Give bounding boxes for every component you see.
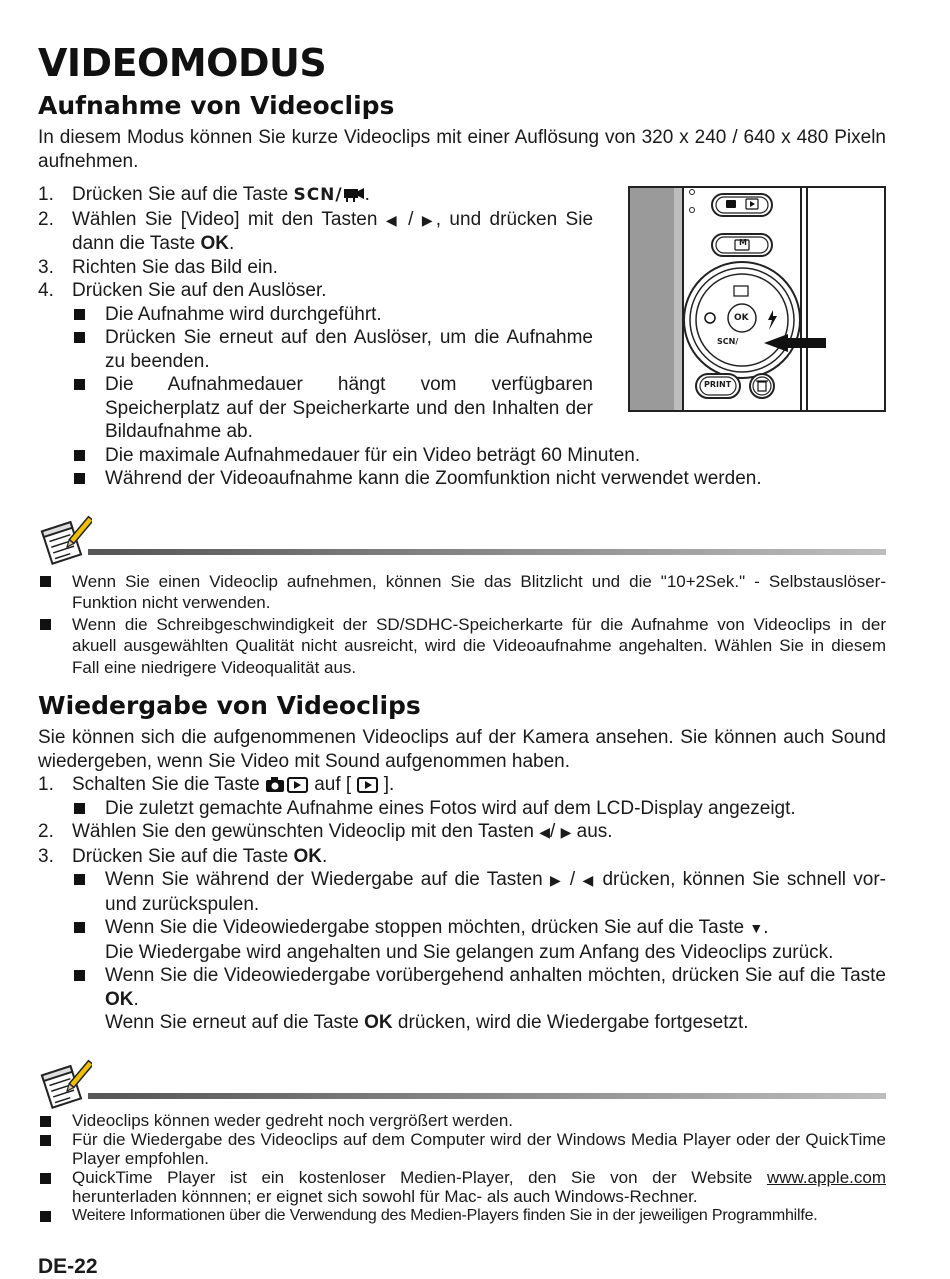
list-item: Wenn Sie die Videowiedergabe vorübergehend anhalten möchten, drücken Sie auf die Taste OK. Wenn Sie erneut auf die Taste OK drücken, wird die Wiedergabe fortgesetzt. xyxy=(72,964,886,1035)
list-item: Die maximale Aufnahmedauer für ein Video beträgt 60 Minuten. xyxy=(72,444,886,468)
list-item: Wenn die Schreibgeschwindigkeit der SD/SDHC-Speicherkarte für die Aufnahme von Videoclips in der akuell ausgewählten Qualität nicht ausreicht, wird die Videoaufnahme angehalten. Wählen Sie in diesem Fall eine niedrigere Videoqualität aus. xyxy=(38,614,886,679)
bullet-square xyxy=(74,332,85,343)
list-item: Die Aufnahmedauer hängt vom verfügbaren Speicherplatz auf der Speicherkarte und den Inhalten der Bildaufnahme ab. xyxy=(72,373,593,444)
camera-print-label: PRINT xyxy=(704,380,732,389)
left-arrow-icon: ◀ xyxy=(582,872,596,888)
right-arrow-icon: ▶ xyxy=(560,824,572,840)
list-item: Drücken Sie erneut auf den Auslöser, um die Aufnahme zu beenden. xyxy=(72,326,593,373)
playback-step-3: 3. Drücken Sie auf die Taste OK. xyxy=(38,845,328,867)
bullet-square xyxy=(74,473,85,484)
manual-page xyxy=(38,40,886,1225)
playback-steps xyxy=(38,773,886,1035)
playback-step-2: 2. Wählen Sie den gewünschten Videoclip mit den Tasten ◀/ ▶ aus. xyxy=(38,821,613,842)
notepad-pencil-icon xyxy=(40,1057,92,1109)
list-item: Die zuletzt gemachte Aufnahme eines Fotos wird auf dem LCD-Display angezeigt. xyxy=(72,797,886,821)
list-item: Weitere Informationen über die Verwendung des Medien-Players finden Sie in der jeweiligen Programmhilfe. xyxy=(38,1206,886,1225)
bullet-square xyxy=(74,970,85,981)
list-item: Wenn Sie während der Wiedergabe auf die Tasten ▶ / ◀ drücken, können Sie schnell vor- und zurückspulen. xyxy=(72,868,886,916)
bullet-square xyxy=(74,379,85,390)
bullet-square xyxy=(74,309,85,320)
recording-step-4: 4. Drücken Sie auf den Auslöser. xyxy=(38,280,327,301)
video-camera-icon xyxy=(343,187,365,203)
bullet-square xyxy=(40,576,51,587)
list-item: Für die Wiedergabe des Videoclips auf dem Computer wird der Windows Media Player oder der QuickTime Player empfohlen. xyxy=(38,1130,886,1168)
left-arrow-icon: ◀ xyxy=(539,824,550,840)
right-arrow-icon: ▶ xyxy=(549,872,563,888)
notepad-pencil-icon xyxy=(40,513,92,565)
camera-play-switch-icon xyxy=(265,776,309,794)
list-item: Videoclips können weder gedreht noch vergrößert werden. xyxy=(38,1111,886,1130)
camera-m-label: M xyxy=(739,238,747,247)
camera-scn-label: SCN/ xyxy=(717,337,739,346)
apple-website-link[interactable]: www.apple.com xyxy=(766,1167,886,1187)
bullet-square xyxy=(40,1173,51,1184)
recording-step-2: 2. Wählen Sie [Video] mit den Tasten ◀ / ▶, und drücken Sie dann die Taste OK. xyxy=(38,208,594,254)
note-header xyxy=(38,513,886,565)
bullet-square xyxy=(74,874,85,885)
section-heading-playback: Wiedergabe von Videoclips xyxy=(38,691,421,720)
recording-step-3: 3. Richten Sie das Bild ein. xyxy=(38,256,278,278)
bullet-square xyxy=(40,1116,51,1127)
list-item: Wenn Sie einen Videoclip aufnehmen, können Sie das Blitzlicht und die "10+2Sek." - Selbstauslöser-Funktion nicht verwenden. xyxy=(38,571,886,614)
recording-intro: In diesem Modus können Sie kurze Videoclips mit einer Auflösung von 320 x 240 / 640 x 480 Pixeln aufnehmen. xyxy=(38,127,886,172)
left-arrow-icon: ◀ xyxy=(385,211,400,228)
bullet-square xyxy=(40,1211,51,1222)
play-mode-icon xyxy=(357,776,379,794)
down-arrow-icon: ▼ xyxy=(749,920,764,936)
playback-intro: Sie können sich die aufgenommenen Videoclips auf der Kamera ansehen. Sie können auch Sound wiedergeben, wenn Sie Video mit Sound aufgenommen haben. xyxy=(38,727,886,772)
note-divider xyxy=(88,1093,886,1099)
scn-key-label: SCN/ xyxy=(293,185,343,205)
note-header xyxy=(38,1057,886,1109)
right-arrow-icon: ▶ xyxy=(421,211,436,228)
playback-step-1: 1. Schalten Sie die Taste auf [ ]. xyxy=(38,774,395,795)
bullet-square xyxy=(40,1135,51,1146)
recording-step-1: 1. Drücken Sie auf die Taste SCN/ . xyxy=(38,184,370,205)
note-list-1 xyxy=(38,571,886,679)
bullet-square xyxy=(40,619,51,630)
camera-ok-label: OK xyxy=(734,313,749,323)
camera-buttons-diagram xyxy=(630,188,884,410)
camera-back-illustration xyxy=(628,186,886,412)
note-divider xyxy=(88,549,886,555)
list-item: Während der Videoaufnahme kann die Zoomfunktion nicht verwendet werden. xyxy=(72,467,886,491)
bullet-square xyxy=(74,450,85,461)
list-item: Wenn Sie die Videowiedergabe stoppen möchten, drücken Sie auf die Taste ▼. Die Wiedergabe wird angehalten und Sie gelangen zum Anfang des Videoclips zurück. xyxy=(72,916,886,964)
page-title: VIDEOMODUS xyxy=(38,41,327,85)
note-list-2 xyxy=(38,1111,886,1225)
list-item: QuickTime Player ist ein kostenloser Medien-Player, den Sie von der Website www.apple.com herunterladen könnnen; er eignet sich sowohl für Mac- als auch Windows-Rechner. xyxy=(38,1168,886,1206)
section-heading-recording: Aufnahme von Videoclips xyxy=(38,91,395,120)
list-item: Die Aufnahme wird durchgeführt. xyxy=(72,303,593,327)
page-number: DE-22 xyxy=(38,1255,98,1278)
bullet-square xyxy=(74,922,85,933)
bullet-square xyxy=(74,803,85,814)
